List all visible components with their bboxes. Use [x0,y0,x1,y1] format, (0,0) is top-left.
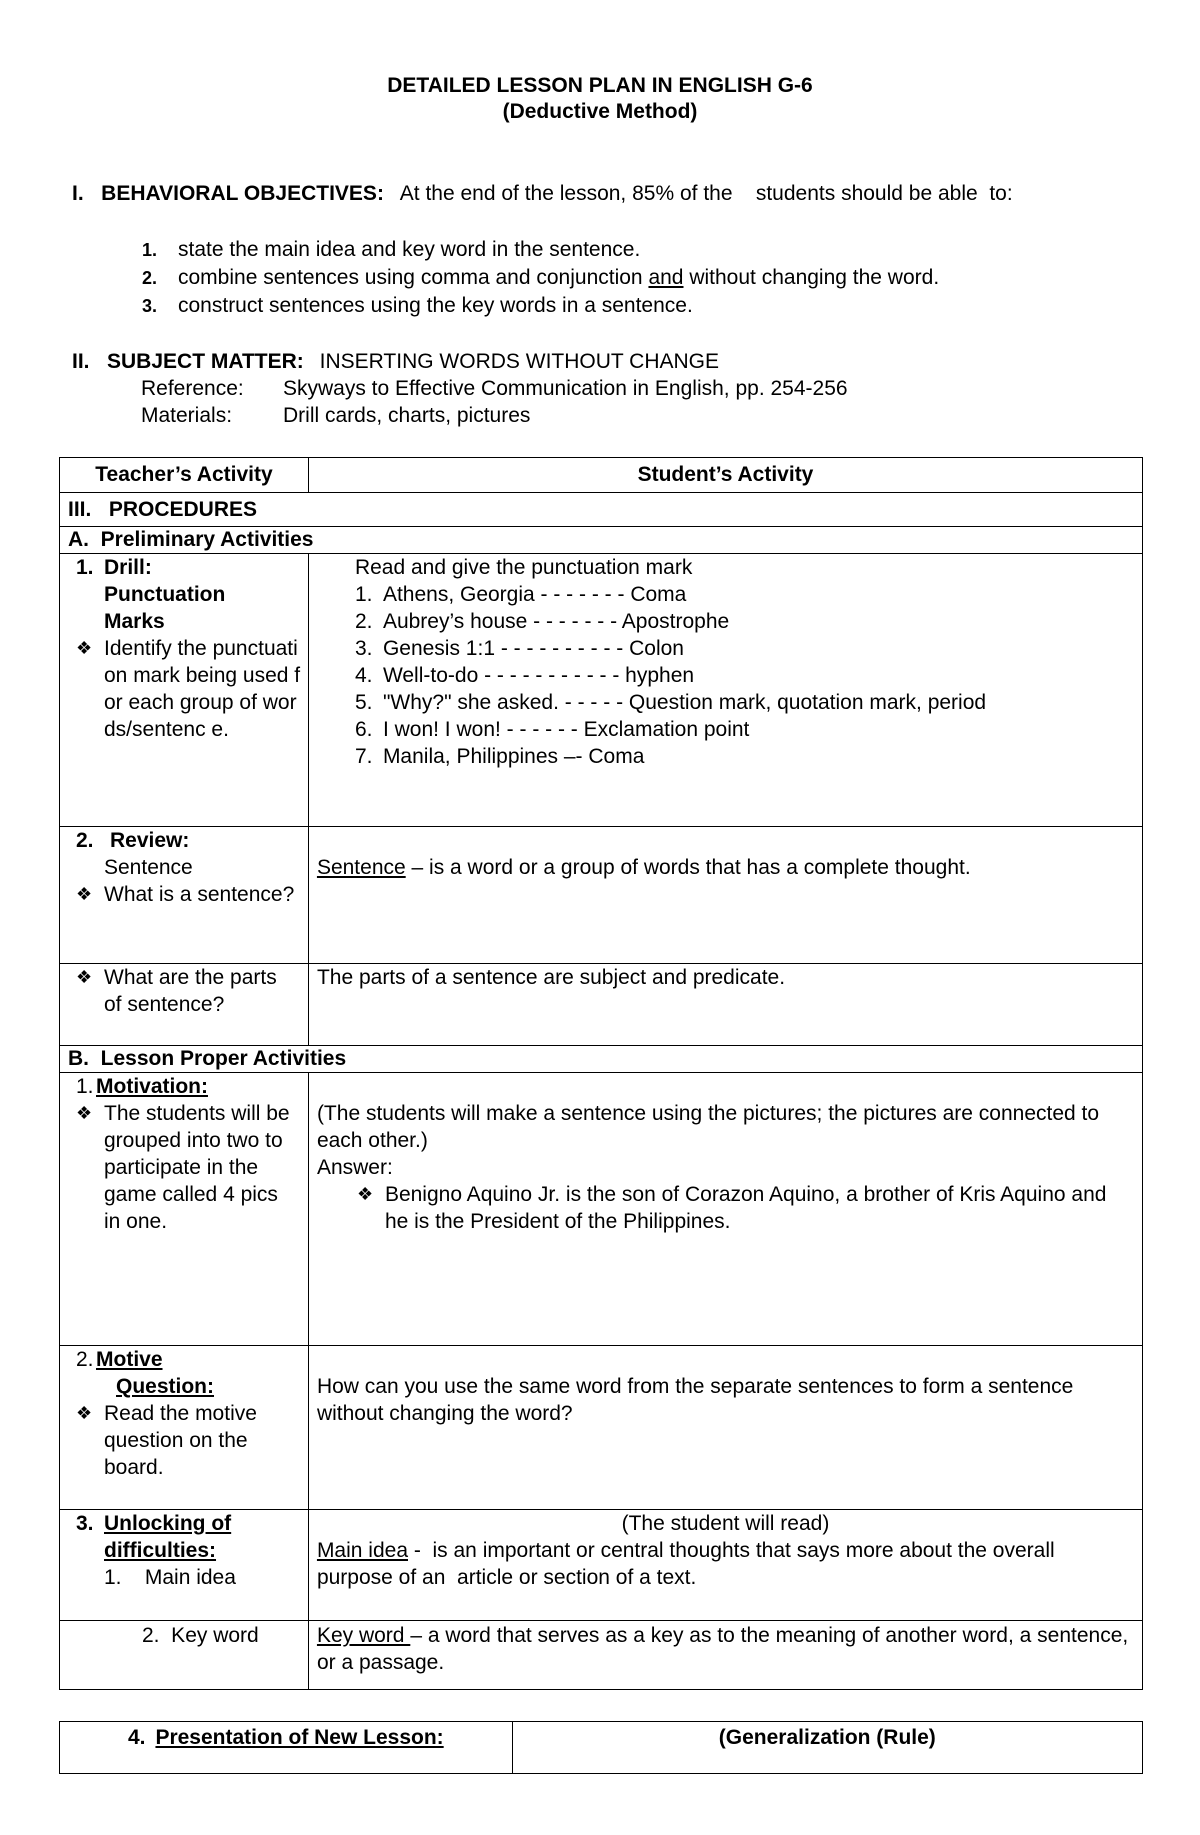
objective-number: 3. [142,296,158,316]
objective-text: state the main idea and key word in the sentence. [178,238,641,261]
table-header-row [60,458,1143,493]
document-title: DETAILED LESSON PLAN IN ENGLISH G-6 [387,74,813,97]
objective-item [142,294,693,318]
list-item: 4. Well-to-do - - - - - - - - - - - hyphen [354,664,695,687]
motivation-answer [357,1181,1134,1235]
objective-text: without changing the word. [683,266,940,289]
drill-answer-list [355,581,1134,770]
motivation-title-text: Motivation: [96,1075,208,1098]
motive-number: 2. [76,1348,94,1371]
drill-instruction-text: Identify the punctuation mark being used for each group of words/sentenc e. [104,637,301,741]
review-number: 2. [76,829,94,852]
drill-instruction [76,635,302,743]
materials-line [141,404,530,428]
procedures-row [60,493,1143,527]
main-idea-definition [317,1537,1134,1591]
motivation-row [60,1073,1143,1346]
list-item: 1. Athens, Georgia - - - - - - - Coma [354,583,687,606]
subject-matter-heading: II. SUBJECT MATTER: [72,350,304,373]
review-question [76,881,300,908]
presentation-table [59,1721,1143,1774]
parts-row [60,964,1143,1046]
drill-student-cell [308,554,1142,827]
drill-teacher-cell [60,554,309,827]
motive-student-cell: How can you use the same word from the separate sentences to form a sentence without changing the word? [308,1346,1142,1510]
review-title [76,827,300,854]
objective-number: 1. [142,240,158,260]
objectives-heading: I. BEHAVIORAL OBJECTIVES: [72,182,384,205]
keyword-term: Key word [316,1624,411,1647]
motive-row [60,1346,1143,1510]
lesson-proper-row [60,1046,1143,1073]
review-row [60,827,1143,964]
keyword-teacher-cell: 2. Key word [60,1621,309,1690]
diamond-bullet-icon: ❖ [76,967,93,987]
list-item: 5. "Why?" she asked. - - - - - Question mark, quotation mark, period [354,691,987,714]
procedures-heading: III. PROCEDURES [60,493,1143,527]
materials-value: Drill cards, charts, pictures [283,404,531,427]
drill-row [60,554,1143,827]
answer-label: Answer: [316,1156,393,1179]
objective-text: combine sentences using comma and conjunction [178,266,649,289]
motive-title-text: Motive [96,1348,163,1371]
lesson-proper-heading: B. Lesson Proper Activities [60,1046,1143,1073]
unlocking-student-cell [308,1510,1142,1621]
parts-question [76,964,300,1018]
main-idea-text: - is an important or central thoughts that says more about the overall purpose of an article or section of a text. [316,1539,1061,1589]
unlocking-title-text: difficulties: [104,1539,217,1562]
unlocking-read-note: (The student will read) [621,1512,830,1535]
motivation-instruction [76,1100,300,1235]
subject-matter-topic: INSERTING WORDS WITHOUT CHANGE [319,350,720,373]
reference-value: Skyways to Effective Communication in English, pp. 254-256 [283,377,848,400]
materials-label: Materials: [141,404,233,427]
motive-teacher-cell [60,1346,309,1510]
drill-title-line: Punctuation [104,583,226,606]
list-item: 3. Genesis 1:1 - - - - - - - - - - Colon [354,637,684,660]
unlocking-item: 1. Main idea [104,1566,236,1589]
parts-student-cell: The parts of a sentence are subject and predicate. [308,964,1142,1046]
drill-intro: Read and give the punctuation mark [354,556,693,579]
motivation-instruction-text: The students will be grouped into two to participate in the game called 4 pics in one. [104,1102,290,1233]
motivation-teacher-cell [60,1073,309,1346]
objective-number: 2. [142,268,158,288]
preliminary-row [60,527,1143,554]
presentation-title: Presentation of New Lesson: [155,1726,444,1749]
review-question-text: What is a sentence? [104,883,295,906]
objective-text: construct sentences using the key words in a sentence. [178,294,693,317]
sentence-term: Sentence [316,856,406,879]
drill-title-line: Marks [104,610,165,633]
keyword-student-cell [308,1621,1142,1690]
student-column-header: Student’s Activity [308,458,1142,493]
drill-title [76,554,302,635]
unlocking-number: 3. [76,1512,94,1535]
diamond-bullet-icon: ❖ [356,1184,374,1204]
keyword-text: – a word that serves as a key as to the meaning of another word, a sentence, or a passage. [316,1624,1129,1674]
review-subtitle: Sentence [104,856,193,879]
motivation-answer-text: Benigno Aquino Jr. is the son of Corazon Aquino, a brother of Kris Aquino and he is the President of the Philippines. [384,1183,1107,1233]
motive-instruction-text: Read the motive question on the board. [104,1402,257,1479]
objective-item [142,266,939,290]
unlocking-title [76,1510,300,1564]
motive-title-text: Question: [116,1375,214,1398]
motive-instruction [76,1400,300,1481]
presentation-number: 4. [127,1726,146,1749]
preliminary-heading: A. Preliminary Activities [60,527,1143,554]
diamond-bullet-icon: ❖ [76,638,93,658]
diamond-bullet-icon: ❖ [76,1103,93,1123]
teacher-column-header: Teacher’s Activity [60,458,309,493]
sentence-definition: – is a word or a group of words that has a complete thought. [405,856,971,879]
list-item: 6. I won! I won! - - - - - - Exclamation point [354,718,750,741]
objectives-line [72,182,1013,206]
review-student-cell [308,827,1142,964]
motive-title [76,1346,300,1400]
review-teacher-cell [60,827,309,964]
unlocking-row [60,1510,1143,1621]
motivation-title [76,1073,300,1100]
subject-matter-line [72,350,719,374]
keyword-row [60,1621,1143,1690]
motivation-number: 1. [76,1075,94,1098]
list-item: 2. Aubrey’s house - - - - - - - Apostrophe [354,610,730,633]
generalization-cell: (Generalization (Rule) [512,1722,1142,1774]
list-item: 7. Manila, Philippines –- Coma [354,745,645,768]
reference-label: Reference: [141,377,244,400]
unlocking-title-text: Unlocking of [104,1512,232,1535]
presentation-row [60,1722,1143,1774]
unlocking-teacher-cell [60,1510,309,1621]
reference-line [141,377,848,401]
parts-teacher-cell [60,964,309,1046]
diamond-bullet-icon: ❖ [76,884,93,904]
motivation-student-cell [308,1073,1142,1346]
objectives-intro: At the end of the lesson, 85% of the students should be able to: [399,182,1013,205]
motivation-student-text: (The students will make a sentence using the pictures; the pictures are connected to each other.) [316,1102,1100,1152]
review-title-text: Review: [110,829,190,852]
main-idea-term: Main idea [316,1539,408,1562]
presentation-left-cell [60,1722,513,1774]
drill-title-line: Drill: [104,556,152,579]
document-subtitle: (Deductive Method) [502,100,698,123]
objective-text-underlined: and [648,266,684,289]
parts-question-text: What are the parts of sentence? [104,966,277,1016]
procedures-table [59,457,1143,1690]
drill-number: 1. [76,556,94,579]
objective-item [142,238,640,262]
diamond-bullet-icon: ❖ [76,1403,93,1423]
